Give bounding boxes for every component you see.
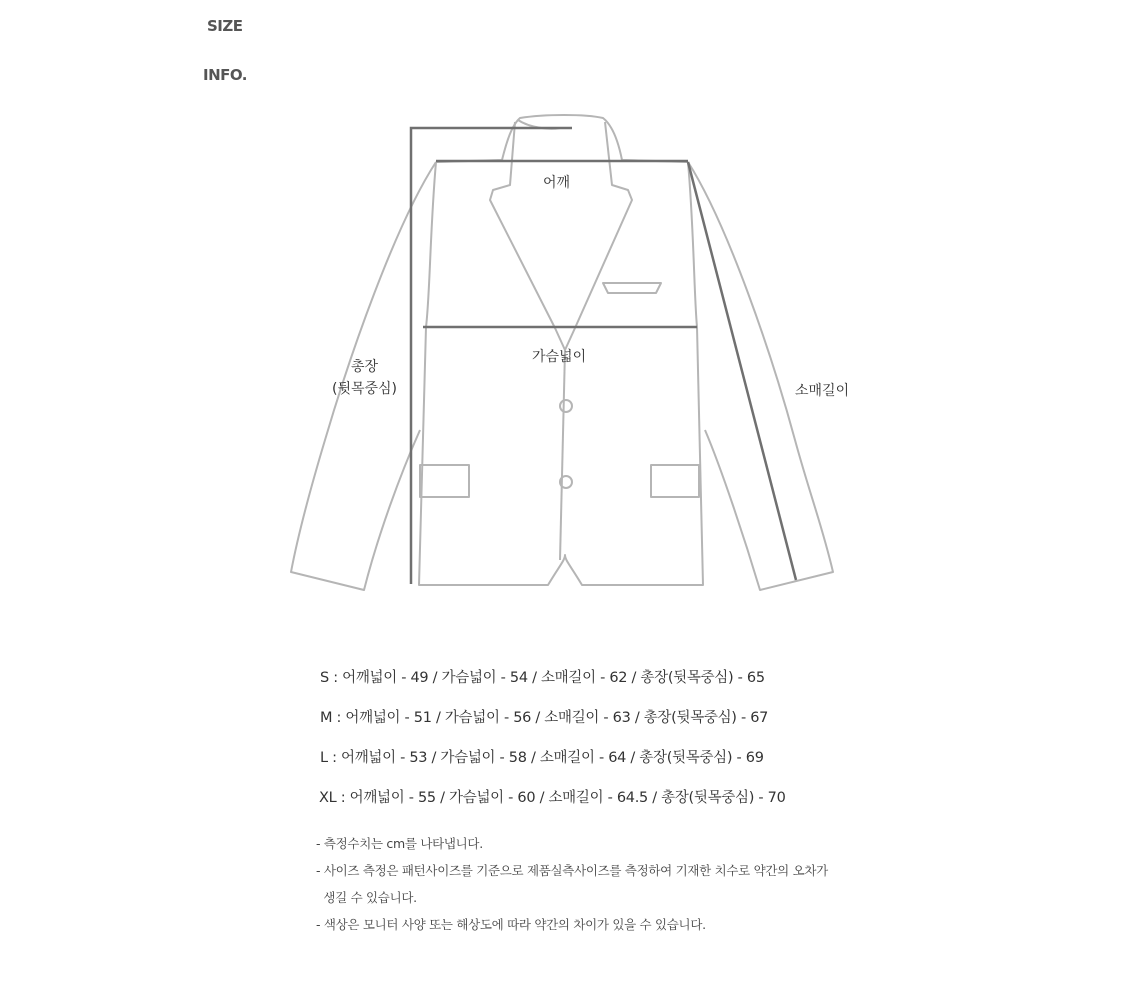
length-label <box>332 356 397 400</box>
left-lapel <box>490 122 565 350</box>
size-row-m: M : 어깨넓이 - 51 / 가슴넓이 - 56 / 소매길이 - 63 / 총장(뒷목중심) - 67 <box>320 710 769 726</box>
collar-outline <box>436 115 688 162</box>
button-top <box>560 400 572 412</box>
length-label-line1: 총장 <box>350 359 379 375</box>
size-heading: SIZE <box>207 17 243 35</box>
left-hip-pocket <box>420 465 469 497</box>
front-opening <box>560 350 565 560</box>
size-row-l: L : 어깨넓이 - 53 / 가슴넓이 - 58 / 소매길이 - 64 / 총장(뒷목중심) - 69 <box>320 750 764 766</box>
note-unit: - 측정수치는 cm를 나타냅니다. <box>316 836 483 851</box>
note-measurement-cont: 생길 수 있습니다. <box>316 890 417 905</box>
size-row-xl: XL : 어깨넓이 - 55 / 가슴넓이 - 60 / 소매길이 - 64.5 / 총장(뒷목중심) - 70 <box>319 790 786 806</box>
length-label-line2: (뒷목중심) <box>332 381 398 397</box>
sleeve-label: 소매길이 <box>795 383 850 399</box>
chest-label: 가슴넓이 <box>532 349 587 365</box>
sleeve-measure-line <box>688 162 796 580</box>
right-hip-pocket <box>651 465 699 497</box>
info-heading: INFO. <box>203 66 248 84</box>
right-sleeve-outline <box>688 162 833 590</box>
breast-pocket <box>603 283 661 293</box>
size-row-s: S : 어깨넓이 - 49 / 가슴넓이 - 54 / 소매길이 - 62 / 총장(뒷목중심) - 65 <box>320 670 765 686</box>
note-measurement: - 사이즈 측정은 패턴사이즈를 기준으로 제품실측사이즈를 측정하여 기재한 치수로 약간의 오차가 <box>316 863 828 878</box>
shoulder-label: 어깨 <box>543 175 571 191</box>
note-color: - 색상은 모니터 사양 또는 해상도에 따라 약간의 차이가 있을 수 있습니다. <box>316 917 706 932</box>
